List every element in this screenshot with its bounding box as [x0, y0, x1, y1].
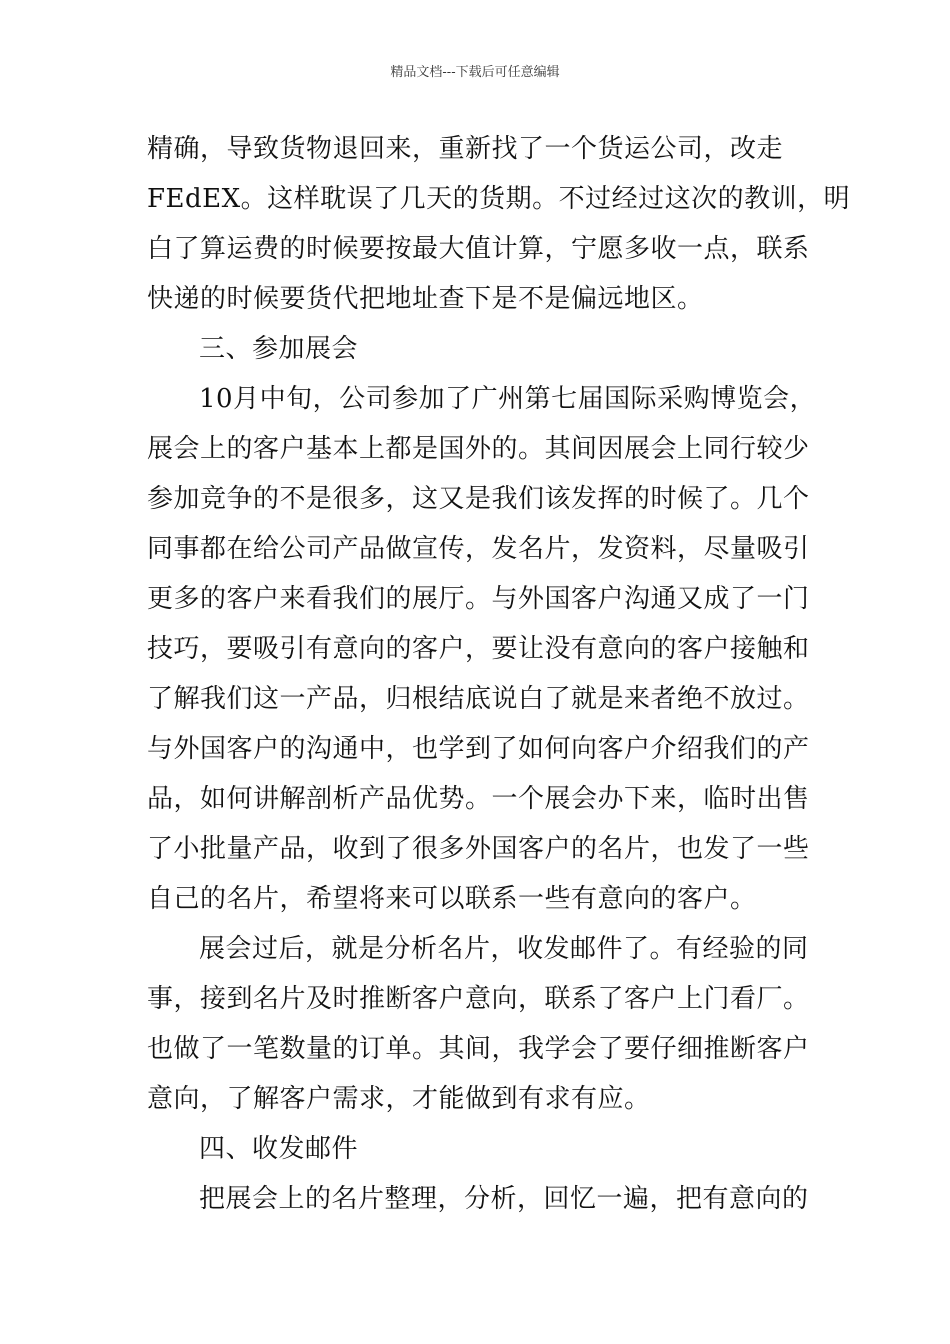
- text-line: FEdEX。这样耽误了几天的货期。不过经过这次的教训，明: [147, 184, 851, 214]
- text-line: 白了算运费的时候要按最大值计算，宁愿多收一点，联系: [147, 234, 810, 264]
- text-line: 了小批量产品，收到了很多外国客户的名片，也发了一些: [147, 834, 810, 864]
- text-line: 参加竞争的不是很多，这又是我们该发挥的时候了。几个: [147, 484, 810, 514]
- text-line: 与外国客户的沟通中，也学到了如何向客户介绍我们的产: [147, 734, 810, 764]
- text-line: 自己的名片，希望将来可以联系一些有意向的客户。: [147, 884, 757, 914]
- text-line: 品，如何讲解剖析产品优势。一个展会办下来，临时出售: [147, 784, 810, 814]
- text-line: 精确，导致货物退回来，重新找了一个货运公司，改走: [147, 134, 784, 164]
- text-line: 也做了一笔数量的订单。其间，我学会了要仔细推断客户: [147, 1034, 810, 1064]
- text-line: 同事都在给公司产品做宣传，发名片，发资料，尽量吸引: [147, 534, 810, 564]
- text-line: 快递的时候要货代把地址查下是不是偏远地区。: [147, 284, 704, 314]
- text-line: 事，接到名片及时推断客户意向，联系了客户上门看厂。: [147, 984, 810, 1014]
- document-body: [147, 124, 851, 1224]
- text-line: 更多的客户来看我们的展厅。与外国客户沟通又成了一门: [147, 584, 810, 614]
- text-line: 10月中旬，公司参加了广州第七届国际采购博览会，: [199, 384, 817, 414]
- text-line: 了解我们这一产品，归根结底说白了就是来者绝不放过。: [147, 684, 810, 714]
- text-line: 展会上的客户基本上都是国外的。其间因展会上同行较少: [147, 434, 810, 464]
- section-heading: 四、收发邮件: [199, 1134, 359, 1164]
- text-line: 技巧，要吸引有意向的客户，要让没有意向的客户接触和: [147, 634, 810, 664]
- text-line: 意向，了解客户需求，才能做到有求有应。: [147, 1084, 651, 1114]
- page-header: 精品文档---下载后可任意编辑: [390, 65, 560, 80]
- text-line: 展会过后，就是分析名片，收发邮件了。有经验的同: [199, 934, 809, 964]
- text-line: 把展会上的名片整理，分析，回忆一遍，把有意向的: [199, 1184, 809, 1214]
- section-heading: 三、参加展会: [199, 334, 359, 364]
